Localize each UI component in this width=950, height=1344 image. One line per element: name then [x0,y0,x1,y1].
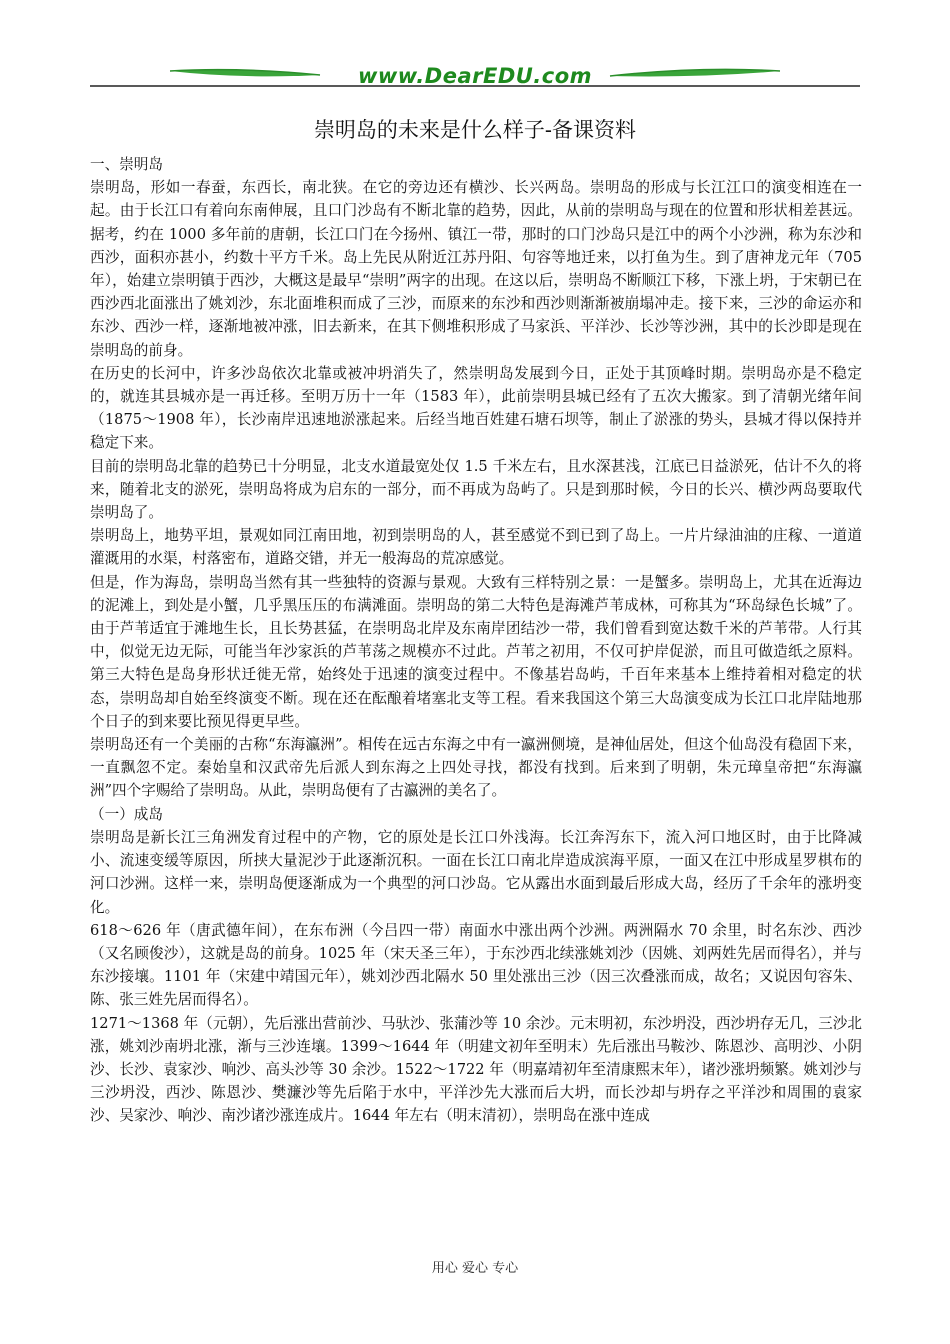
body-paragraph: 崇明岛上，地势平坦，景观如同江南田地，初到崇明岛的人，甚至感觉不到已到了岛上。一片片绿油油的庄稼、一道道灌溉用的水渠，村落密布，道路交错，并无一般海岛的荒凉感觉。 [90,527,862,568]
body-paragraph: 但是，作为海岛，崇明岛当然有其一些独特的资源与景观。大致有三样特别之景：一是蟹多。崇明岛上，尤其在近海边的泥滩上，到处是小蟹，几乎黑压压的布满滩面。崇明岛的第二大特色是海滩芦苇成林，可称其为“环岛绿色长城”了。由于芦苇适宜于滩地生长，且长势甚猛，在崇明岛北岸及东南岸团结沙一带，我们曾看到宽达数千米的芦苇带。人行其中，似觉无边无际，可能当年沙家浜的芦苇荡之规模亦不过此。芦苇之初用，不仅可护岸促淤，而且可做造纸之原料。第三大特色是岛身形状迁徙无常，始终处于迅速的演变过程中。不像基岩岛屿，千百年来基本上维持着相对稳定的状态，崇明岛却自始至终演变不断。现在还在酝酿着堵塞北支等工程。看来我国这个第三大岛演变成为长江口北岸陆地那个日子的到来要比预见得更早些。 [90,573,862,730]
site-header-banner [90,62,860,92]
site-url[interactable]: www.DearEDU.com [357,64,593,88]
document-title: 崇明岛的未来是什么样子-备课资料 [313,118,637,142]
document-body [90,153,862,1128]
subsection-heading: （一）成岛 [90,805,163,823]
body-paragraph: 崇明岛是新长江三角洲发育过程中的产物，它的原处是长江口外浅海。长江奔泻东下，流入河口地区时，由于比降减小、流速变缓等原因，所挟大量泥沙于此逐渐沉积。一面在长江口南北岸造成滨海平原，一面又在江中形成星罗棋布的河口沙洲。这样一来，崇明岛便逐渐成为一个典型的河口沙岛。它从露出水面到最后形成大岛，经历了千余年的涨坍变化。 [90,828,862,916]
body-paragraph: 崇明岛，形如一春蚕，东西长，南北狭。在它的旁边还有横沙、长兴两岛。崇明岛的形成与长江江口的演变相连在一起。由于长江口有着向东南伸展，且口门沙岛有不断北靠的趋势，因此，从前的崇明岛与现在的位置和形状相差甚远。据考，约在 1000 多年前的唐朝，长江口门在今扬州、镇江一带，那时的口门沙岛只是江中的两个小沙洲，称为东沙和西沙，面积亦甚小，约数十平方千米。岛上先民从附近江苏丹阳、句容等地迁来，以打鱼为生。到了唐神龙元年（705 年），始建立崇明镇于西沙，大概这是最早“崇明”两字的出现。在这以后，崇明岛不断顺江下移，下涨上坍，于宋朝已在西沙西北面涨出了姚刘沙，东北面堆积而成了三沙，而原来的东沙和西沙则渐渐被崩塌冲走。接下来，三沙的命运亦和东沙、西沙一样，逐渐地被冲涨，旧去新来，在其下侧堆积形成了马家浜、平洋沙、长沙等沙洲，其中的长沙即是现在崇明岛的前身。 [90,179,862,359]
section-heading: 一、崇明岛 [90,156,163,173]
body-paragraph: 崇明岛还有一个美丽的古称“东海瀛洲”。相传在远古东海之中有一瀛洲侧境，是神仙居处，但这个仙岛没有稳固下来，一直飘忽不定。秦始皇和汉武帝先后派人到东海之上四处寻找，都没有找到。后来到了明朝，朱元璋皇帝把“东海瀛洲”四个字赐给了崇明岛。从此，崇明岛便有了古瀛洲的美名了。 [90,736,862,800]
body-paragraph: 在历史的长河中，许多沙岛依次北靠或被冲坍消失了，然崇明岛发展到今日，正处于其顶峰时期。崇明岛亦是不稳定的，就连其县城亦是一再迁移。至明万历十一年（1583 年），此前崇明县城已经有了五次大搬家。到了清朝光绪年间（1875～1908 年），长沙南岸迅速地淤涨起来。后经当地百姓建石塘石坝等，制止了淤涨的势头，县城才得以保持并稳定下来。 [90,364,862,452]
body-paragraph: 目前的崇明岛北靠的趋势已十分明显，北支水道最宽处仅 1.5 千米左右，且水深甚浅，江底已日益淤死，估计不久的将来，随着北支的淤死，崇明岛将成为启东的一部分，而不再成为岛屿了。只是到那时候，今日的长兴、横沙两岛要取代崇明岛了。 [90,457,862,522]
body-paragraph: 618～626 年（唐武德年间），在东布洲（今吕四一带）南面水中涨出两个沙洲。两洲隔水 70 余里，时名东沙、西沙（又名顾俊沙），这就是岛的前身。1025 年（宋天圣三年），于东沙西北续涨姚刘沙（因姚、刘两姓先居而得名），并与东沙接壤。1101 年（宋建中靖国元年），姚刘沙西北隔水 50 里处涨出三沙（因三次叠涨而成，故名；又说因句容朱、陈、张三姓先居而得名）。 [90,921,862,1009]
page-footer: 用心 爱心 专心 [431,1261,519,1276]
body-paragraph: 1271～1368 年（元朝），先后涨出营前沙、马驮沙、张蒲沙等 10 余沙。元末明初，东沙坍没，西沙坍存无几，三沙北涨，姚刘沙南坍北涨，渐与三沙连壤。1399～1644 年（明建文初年至明末）先后涨出马鞍沙、陈恩沙、高明沙、小阴沙、长沙、袁家沙、响沙、高头沙等 30 余沙。1522～1722 年（明嘉靖初年至清康熙末年），诸沙涨坍频繁。姚刘沙与三沙坍没，西沙、陈恩沙、樊濂沙等先后陷于水中，平洋沙先大涨而后大坍，而长沙却与坍存之平洋沙和周围的袁家沙、吴家沙、响沙、南沙诸沙涨连成片。1644 年左右（明末清初），崇明岛在涨中连成 [90,1014,862,1125]
